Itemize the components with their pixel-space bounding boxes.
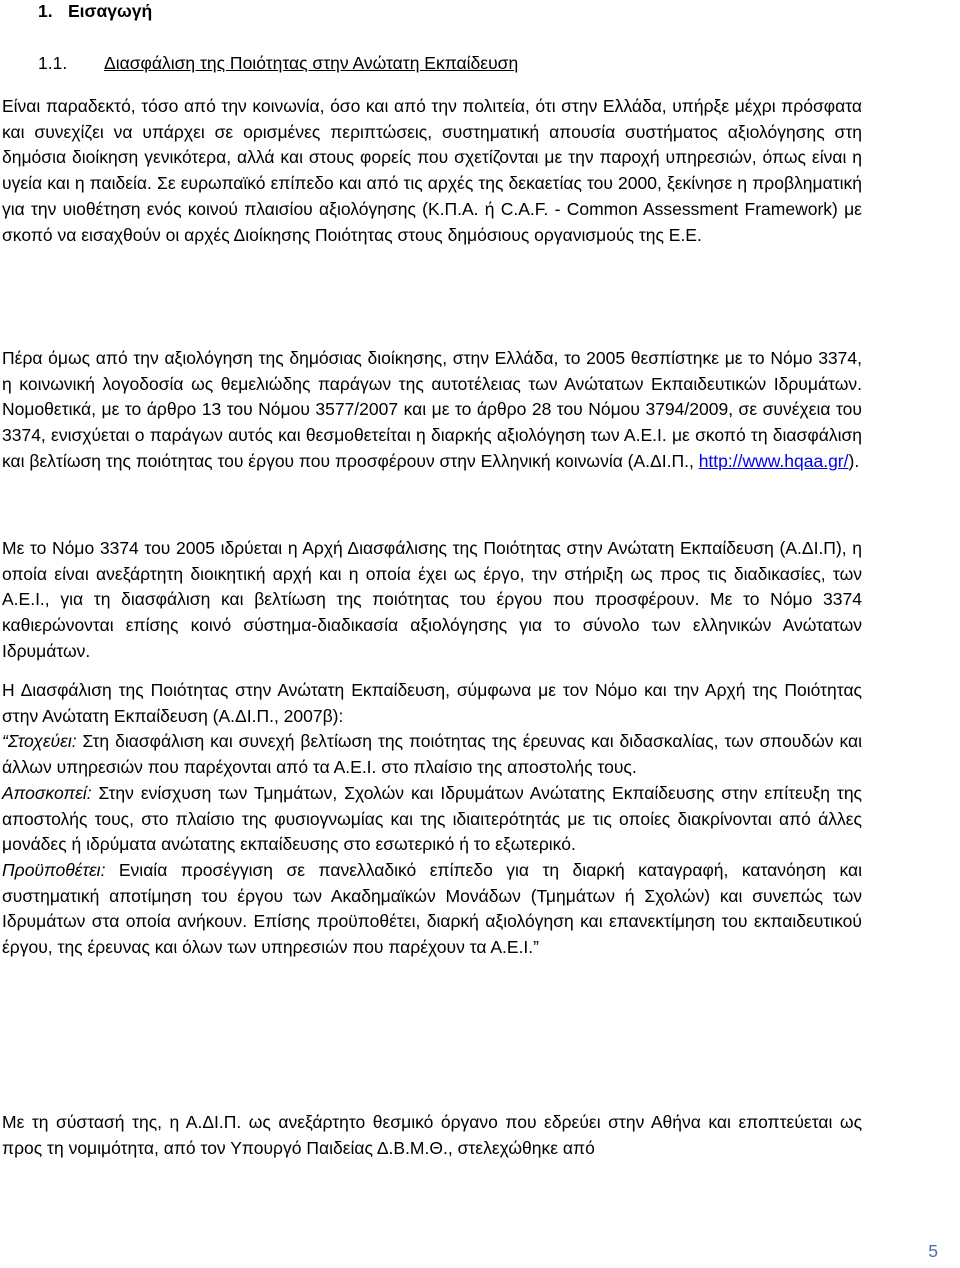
paragraph-adip <box>2 536 862 665</box>
aims-label: Αποσκοπεί: <box>2 782 92 803</box>
paragraph-text <box>2 346 862 475</box>
goals-label: “Στοχεύει: <box>2 731 77 752</box>
subsection-title: Διασφάλιση της Ποιότητας στην Ανώτατη Εκπαίδευση <box>104 53 519 73</box>
paragraph-quality-assurance <box>2 678 862 961</box>
paragraph-legislation <box>2 346 862 475</box>
subsection-number: 1.1. <box>38 53 68 73</box>
prerequisites-label: Προϋποθέτει: <box>2 859 106 880</box>
page-number: 5 <box>928 1241 938 1261</box>
paragraph-text: Με τη σύστασή της, η Α.ΔΙ.Π. ως ανεξάρτητο θεσμικό όργανο που εδρεύει στην Αθήνα και εποπτεύεται ως προς τη νομιμότητα, από τον Υπουργό Παιδείας Δ.Β.Μ.Θ., στελεχώθηκε από <box>2 1112 862 1158</box>
paragraph-text: Με το Νόμο 3374 του 2005 ιδρύεται η Αρχή Διασφάλισης της Ποιότητας στην Ανώτατη Εκπαίδευση (Α.ΔΙ.Π), η οποία είναι ανεξάρτητη διοικητική αρχή και η οποία έχει ως έργο, την στήριξη ως προς τις διαδικασίες, των Α.Ε.Ι., για τη διασφάλιση και βελτίωση της ποιότητας του έργου που προσφέρουν. Με το Νόμο 3374 καθιερώνονται επίσης κοινό σύστημα-διαδικασία αξιολόγησης για το σύνολο των ελληνικών Ανώτατων Ιδρυμάτων. <box>2 538 862 661</box>
section-title: Εισαγωγή <box>68 1 153 21</box>
prerequisites-text: Ενιαία προσέγγιση σε πανελλαδικό επίπεδο για τη διαρκή καταγραφή, κατανόηση και συστηματική αποτίμηση του έργου των Ακαδημαϊκών Μονάδων (Τμημάτων ή Σχολών) και συνεπώς των Ιδρυμάτων στα οποία ανήκουν. Επίσης προϋποθέτει, διαρκή αξιολόγηση και επανεκτίμηση του εκπαιδευτικού έργου, της έρευνας και όλων των υπηρεσιών που παρέχουν τα Α.Ε.Ι.” <box>2 859 862 958</box>
paragraph-intro-text: Η Διασφάλιση της Ποιότητας στην Ανώτατη Εκπαίδευση, σύμφωνα με τον Νόμο και την Αρχή της Ποιότητας στην Ανώτατη Εκπαίδευση (Α.ΔΙ.Π., 2007β): <box>2 680 862 726</box>
subsection-heading <box>38 52 518 74</box>
paragraph-text-part: Πέρα όμως από την αξιολόγηση της δημόσιας διοίκησης, στην Ελλάδα, το 2005 θεσπίστηκε με το Νόμο 3374, η κοινωνική λογοδοσία ως θεμελιώδης παράγων της αυτοτέλειας των Ανώτατων Εκπαιδευτικών Ιδρυμάτων. Νομοθετικά, με το άρθρο 13 του Νόμου 3577/2007 και με το άρθρο 28 του Νόμου 3794/2009, σε συνέχεια του 3374, ενισχύεται ο παράγων αυτός και θεσμοθετείται η διαρκής αξιολόγηση των Α.Ε.Ι. με σκοπό τη διασφάλιση και βελτίωση της ποιότητας του έργου που προσφέρουν στην Ελληνική κοινωνία (Α.ΔΙ.Π., <box>2 348 862 471</box>
prerequisites-paragraph <box>2 858 862 961</box>
paragraph-establishment <box>2 1110 862 1161</box>
goals-text: Στη διασφάλιση και συνεχή βελτίωση της ποιότητας της έρευνας και διδασκαλίας, των σπουδών και άλλων υπηρεσιών που παρέχονται από τα Α.Ε.Ι. στο πλαίσιο της αποστολής τους. <box>2 731 862 778</box>
section-heading <box>38 0 152 22</box>
aims-text: Στην ενίσχυση των Τμημάτων, Σχολών και Ιδρυμάτων Ανώτατης Εκπαίδευσης στην επίτευξη της αποστολής τους, στο πλαίσιο της φυσιογνωμίας και της ιδιαιτερότητάς με τις οποίες διακρίνονται από άλλες μονάδες ή ιδρύματα ανώτατης εκπαίδευσης στο εσωτερικό ή το εξωτερικό. <box>2 782 862 855</box>
aims-paragraph <box>2 781 862 858</box>
paragraph-intro <box>2 94 862 248</box>
section-number: 1. <box>38 1 53 21</box>
paragraph-text-part: ). <box>848 450 860 471</box>
hqaa-link[interactable]: http://www.hqaa.gr/ <box>698 450 849 471</box>
paragraph-text: Είναι παραδεκτό, τόσο από την κοινωνία, όσο και από την πολιτεία, ότι στην Ελλάδα, υπήρξε μέχρι πρόσφατα και συνεχίζει να υπάρχει σε ορισμένες περιπτώσεις, συστηματική απουσία συστήματος αξιολόγησης στη δημόσια διοίκηση γενικότερα, αλλά και στους φορείς που σχετίζονται με την παροχή υπηρεσιών, όπως είναι η υγεία και η παιδεία. Σε ευρωπαϊκό επίπεδο και από τις αρχές της δεκαετίας του 2000, ξεκίνησε η προβληματική για την υιοθέτηση ενός κοινού πλαισίου αξιολόγησης (Κ.Π.Α. ή C.A.F. - Common Assessment Framework) με σκοπό να εισαχθούν οι αρχές Διοίκησης Ποιότητας στους δημόσιους οργανισμούς της Ε.Ε. <box>2 96 862 245</box>
goals-paragraph <box>2 729 862 780</box>
